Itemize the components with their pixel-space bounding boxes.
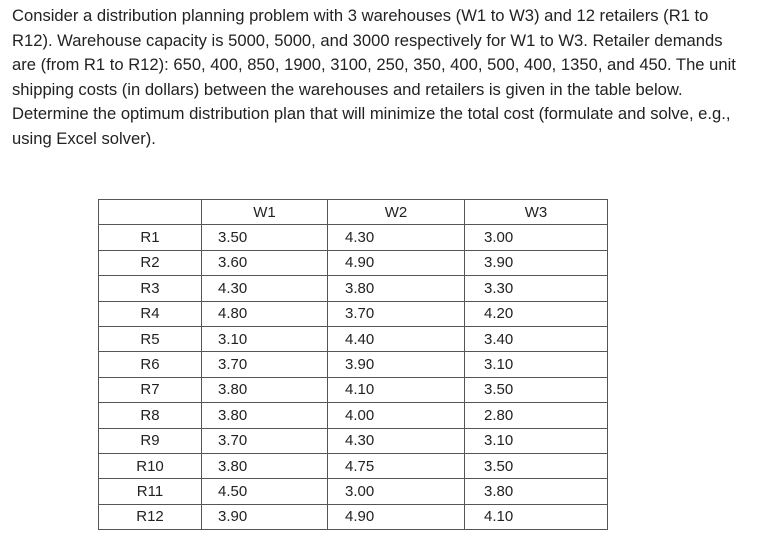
row-label: R12	[99, 504, 202, 529]
cost-cell: 3.10	[202, 326, 328, 351]
cost-cell: 4.30	[328, 428, 465, 453]
cost-cell: 3.40	[465, 326, 608, 351]
table-row	[99, 352, 608, 377]
cost-cell: 4.20	[465, 301, 608, 326]
table-row	[99, 479, 608, 504]
row-label: R7	[99, 377, 202, 402]
cost-cell: 4.80	[202, 301, 328, 326]
cost-cell: 3.80	[465, 479, 608, 504]
row-label: R5	[99, 326, 202, 351]
row-label: R11	[99, 479, 202, 504]
cost-cell: 3.10	[465, 428, 608, 453]
cost-cell: 3.30	[465, 276, 608, 301]
table-row	[99, 225, 608, 250]
header-w3: W3	[465, 200, 608, 225]
problem-statement: Consider a distribution planning problem with 3 warehouses (W1 to W3) and 12 retailers (R1 to R12). Warehouse capacity is 5000, 5000, and 3000 respectively for W1 to W3. Retailer demands are (from R1 to R12): 650, 400, 850, 1900, 3100, 250, 350, 400, 500, 400, 1350, and 450. The unit shipping costs (in dollars) between the warehouses and retailers is given in the table below. Determine the optimum distribution plan that will minimize the total cost (formulate and solve, e.g., using Excel solver).	[12, 6, 736, 148]
cost-cell: 3.50	[465, 453, 608, 478]
cost-cell: 4.10	[465, 504, 608, 529]
header-w2: W2	[328, 200, 465, 225]
cost-cell: 3.50	[202, 225, 328, 250]
cost-cell: 4.30	[328, 225, 465, 250]
shipping-cost-table	[98, 199, 608, 530]
row-label: R2	[99, 250, 202, 275]
table-row	[99, 276, 608, 301]
cost-cell: 3.00	[328, 479, 465, 504]
cost-cell: 3.50	[465, 377, 608, 402]
cost-cell: 4.75	[328, 453, 465, 478]
cost-cell: 3.80	[202, 377, 328, 402]
row-label: R1	[99, 225, 202, 250]
row-label: R3	[99, 276, 202, 301]
cost-cell: 3.80	[202, 403, 328, 428]
row-label: R4	[99, 301, 202, 326]
cost-cell: 4.00	[328, 403, 465, 428]
cost-cell: 4.30	[202, 276, 328, 301]
cost-cell: 3.70	[202, 352, 328, 377]
cost-cell: 3.70	[328, 301, 465, 326]
cost-cell: 4.90	[328, 504, 465, 529]
header-w1: W1	[202, 200, 328, 225]
cost-cell: 3.10	[465, 352, 608, 377]
cost-cell: 3.70	[202, 428, 328, 453]
row-label: R9	[99, 428, 202, 453]
cost-cell: 3.80	[202, 453, 328, 478]
cost-cell: 4.90	[328, 250, 465, 275]
table-row	[99, 301, 608, 326]
cost-cell: 3.90	[202, 504, 328, 529]
cost-cell: 2.80	[465, 403, 608, 428]
row-label: R6	[99, 352, 202, 377]
cost-cell: 3.60	[202, 250, 328, 275]
table-row	[99, 403, 608, 428]
cost-cell: 4.10	[328, 377, 465, 402]
cost-cell: 3.90	[328, 352, 465, 377]
table-row	[99, 453, 608, 478]
cost-cell: 4.50	[202, 479, 328, 504]
table-header-row	[99, 200, 608, 225]
cost-cell: 3.90	[465, 250, 608, 275]
table-row	[99, 428, 608, 453]
row-label: R8	[99, 403, 202, 428]
corner-cell	[99, 200, 202, 225]
table-row	[99, 250, 608, 275]
table-row	[99, 377, 608, 402]
table-row	[99, 326, 608, 351]
cost-cell: 3.80	[328, 276, 465, 301]
cost-cell: 3.00	[465, 225, 608, 250]
table-row	[99, 504, 608, 529]
row-label: R10	[99, 453, 202, 478]
cost-cell: 4.40	[328, 326, 465, 351]
